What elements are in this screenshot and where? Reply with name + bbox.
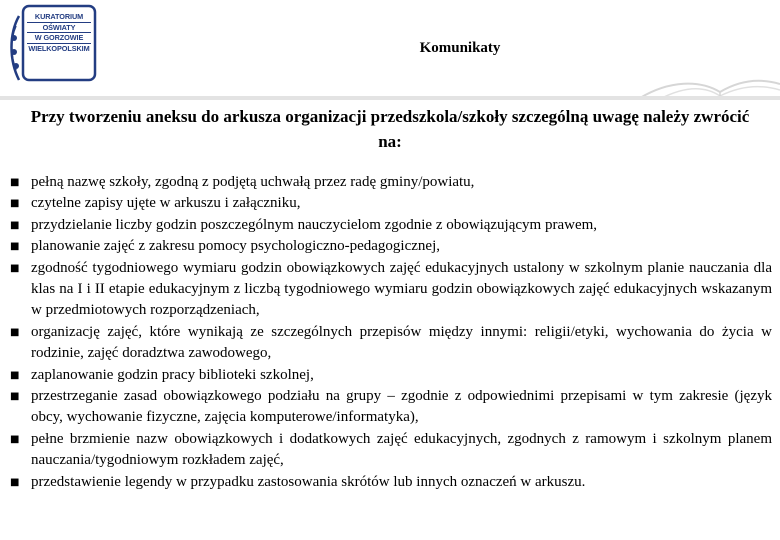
list-item-text: przedstawienie legendy w przypadku zastosowania skrótów lub innych oznaczeń w arkuszu. <box>31 473 586 490</box>
list-item-text: przestrzeganie zasad obowiązkowego podziału na grupy – zgodnie z odpowiednimi przepisami w tym zakresie (język obcy, wychowanie fizyczne, zajęcia komputerowe/informatyka), <box>31 388 772 426</box>
square-bullet-icon: ■ <box>10 369 20 381</box>
square-bullet-icon: ■ <box>10 262 20 274</box>
header-divider <box>0 96 780 100</box>
page-title: Komunikaty <box>419 40 501 56</box>
list-item-text: pełne brzmienie nazw obowiązkowych i dodatkowych zajęć edukacyjnych, zgodnych z ramowym i szkolnym planem nauczania/tygodniowym rozkładem zajęć, <box>31 430 772 469</box>
list-item-text: pełną nazwę szkoły, zgodną z podjętą uchwałą przez radę gminy/powiatu, <box>31 174 475 190</box>
list-item <box>10 258 772 322</box>
requirements-list <box>10 172 772 493</box>
square-bullet-icon: ■ <box>10 326 20 338</box>
list-item <box>10 215 772 236</box>
list-item-text: planowanie zajęć z zakresu pomocy psychologiczno-pedagogicznej, <box>31 238 440 255</box>
square-bullet-icon: ■ <box>10 476 20 488</box>
list-item <box>10 236 772 257</box>
list-item <box>10 365 772 386</box>
list-item-text: zaplanowanie godzin pracy biblioteki szkolnej, <box>31 366 314 383</box>
list-item <box>10 193 772 214</box>
list-item <box>10 322 772 365</box>
square-bullet-icon: ■ <box>10 433 20 445</box>
intro-heading: Przy tworzeniu aneksu do arkusza organizacji przedszkola/szkoły szczególną uwagę należy zwrócić na: <box>30 107 750 151</box>
logo-line: W GORZOWIE <box>27 33 91 44</box>
list-item-text: czytelne zapisy ujęte w arkuszu i załączniku, <box>31 195 301 212</box>
list-item <box>10 472 772 493</box>
square-bullet-icon: ■ <box>10 198 20 210</box>
list-item-text: zgodność tygodniowego wymiaru godzin obowiązkowych zajęć edukacyjnych ustalony w szkolnym planie nauczania dla klas na I i II etapie edukacyjnym z liczbą tygodniowego wymiaru godzin obowiązkowych zajęć edukacyjnych wskazanym w przedmiotowych rozporządzeniach, <box>31 259 772 319</box>
list-item <box>10 386 772 429</box>
logo-line: WIELKOPOLSKIM <box>28 43 90 53</box>
logo-line: KURATORIUM <box>27 12 91 23</box>
square-bullet-icon: ■ <box>10 177 20 188</box>
kuratorium-logo <box>5 4 101 86</box>
logo-text <box>27 12 91 53</box>
list-item-text: organizację zajęć, które wynikają ze szczególnych przepisów między innymi: religii/etyki, wychowania do życia w rodzinie, zajęć doradztwa zawodowego, <box>31 323 772 362</box>
square-bullet-icon: ■ <box>10 219 20 231</box>
square-bullet-icon: ■ <box>10 391 20 403</box>
list-item <box>10 429 772 472</box>
square-bullet-icon: ■ <box>10 241 20 253</box>
list-item <box>10 172 772 193</box>
logo-line: OŚWIATY <box>27 23 91 34</box>
list-item-text: przydzielanie liczby godzin poszczególnym nauczycielom zgodnie z obowiązującym prawem, <box>31 216 598 233</box>
